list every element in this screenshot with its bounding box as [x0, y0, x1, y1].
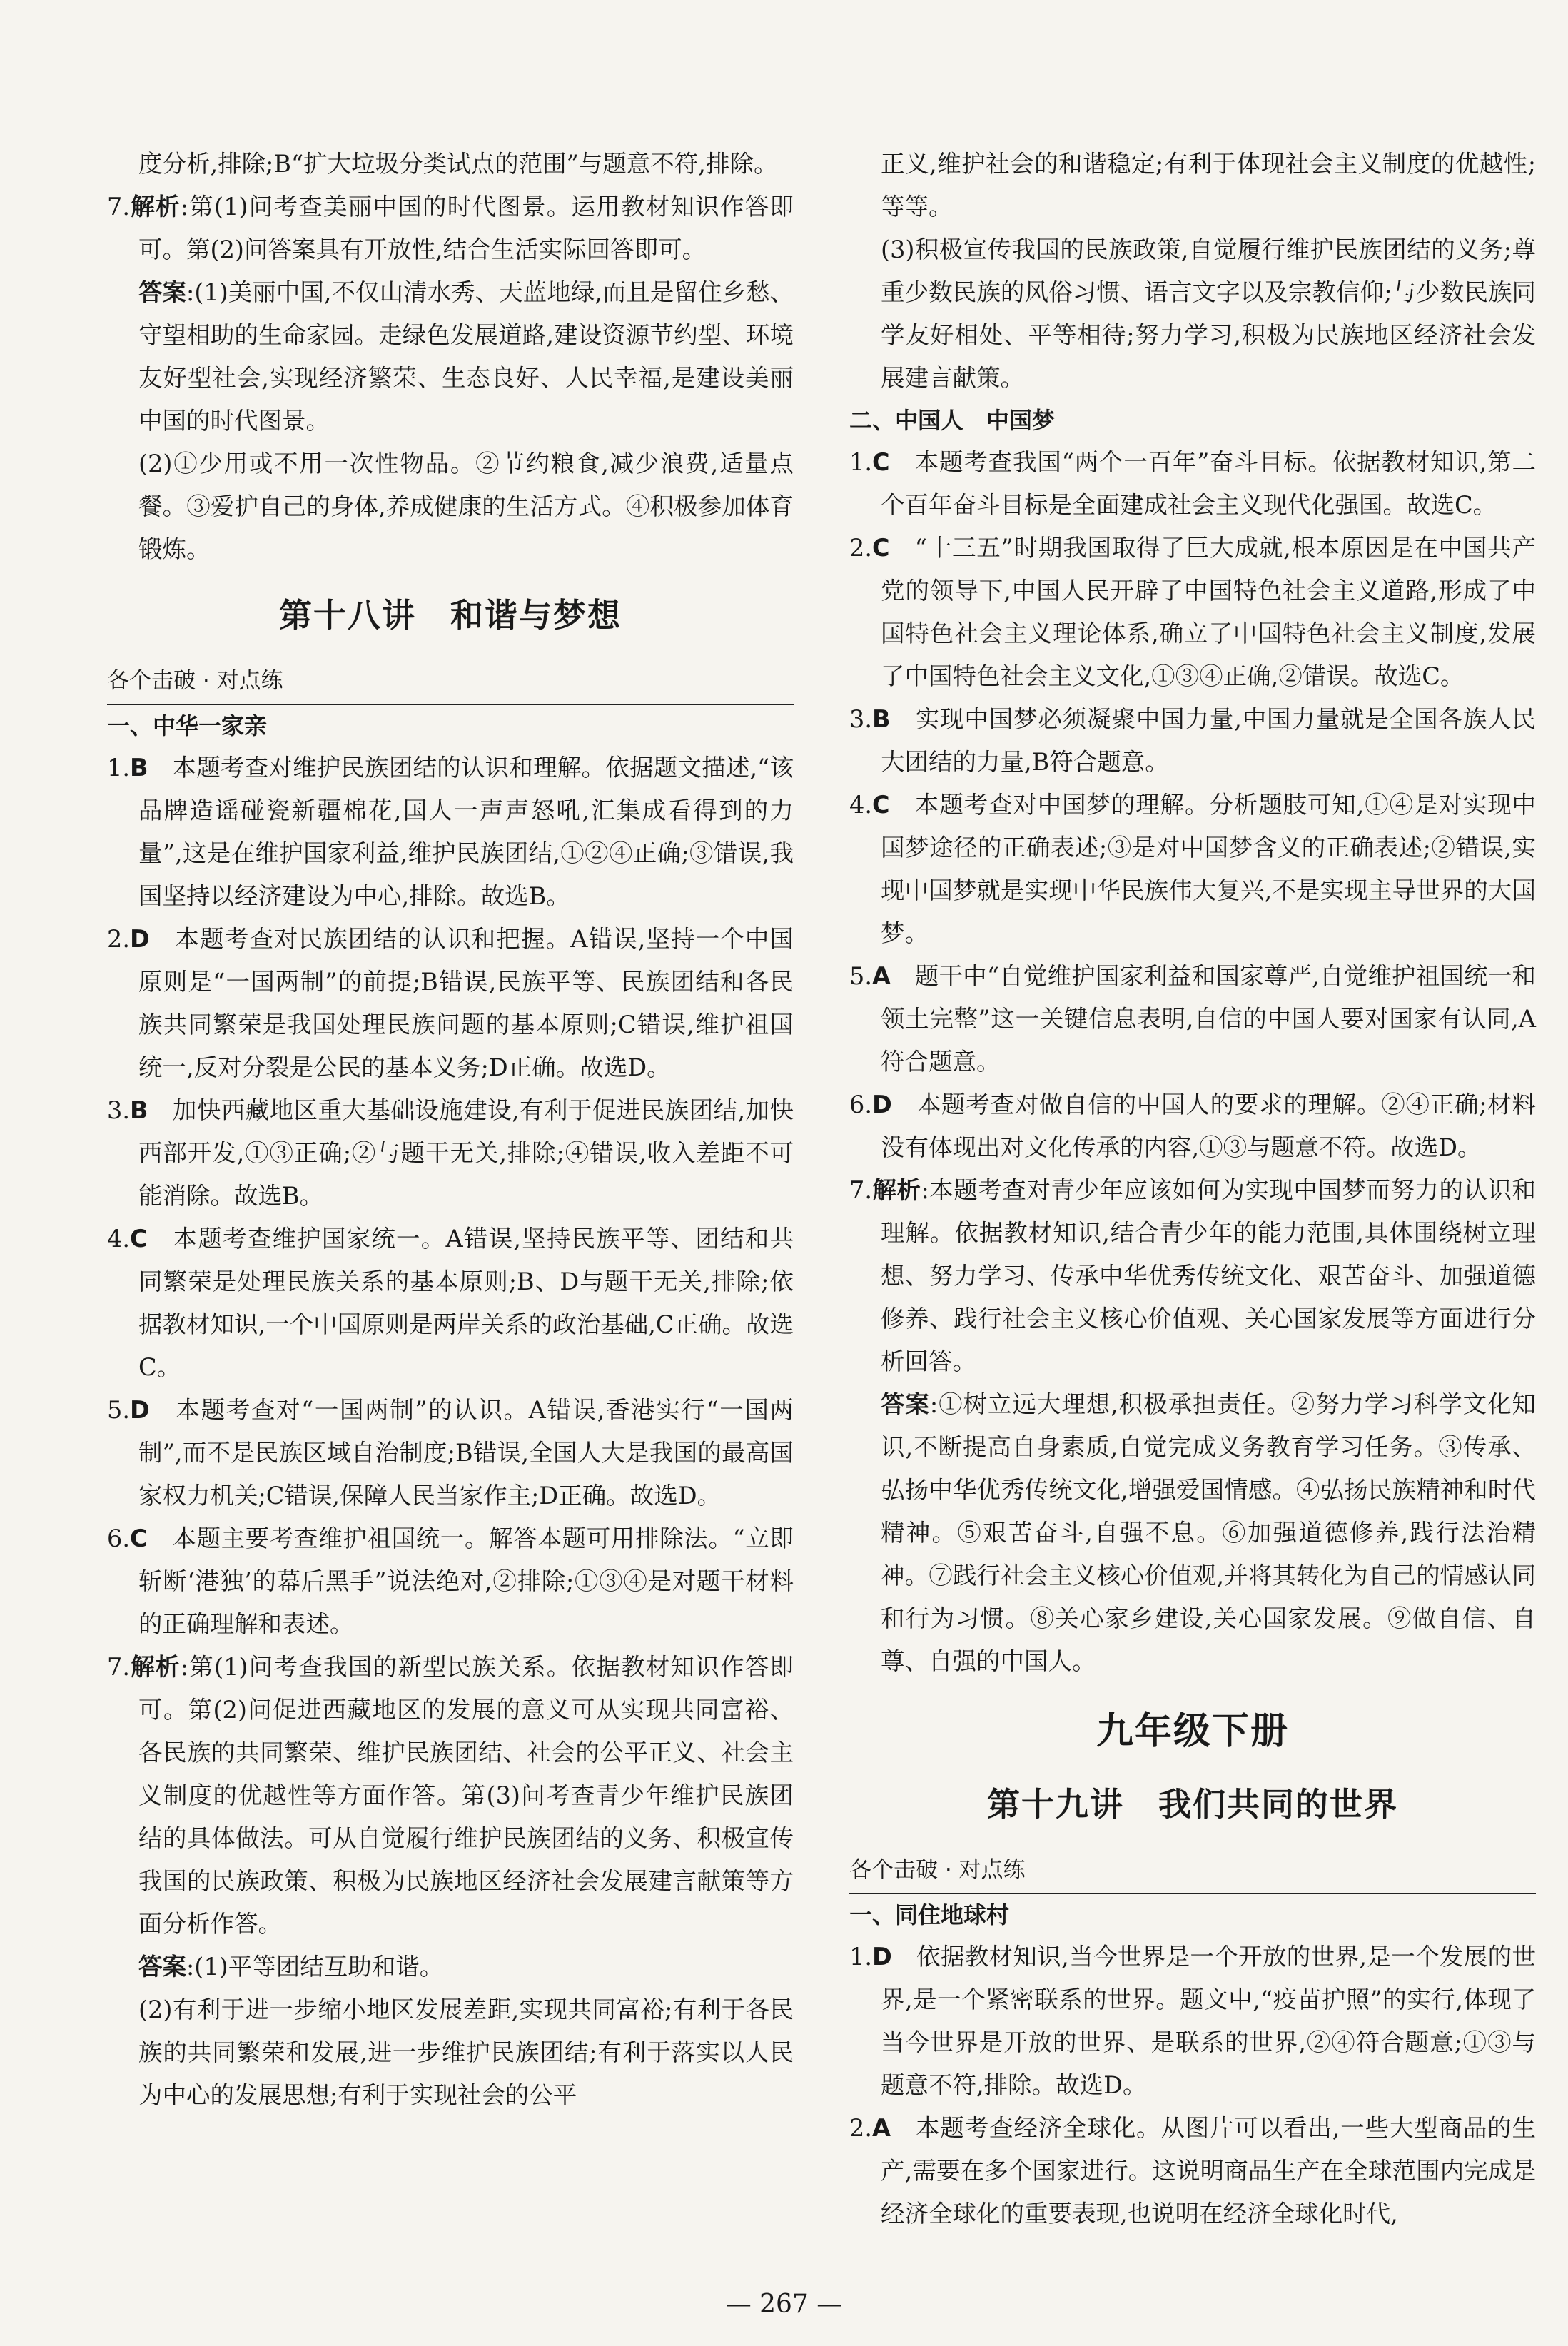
section-title: 二、中国人 中国梦: [849, 407, 1056, 434]
answer-item: 3.B 加快西藏地区重大基础设施建设,有利于促进民族团结,加快西部开发,①③正确;②与题干无关,排除;④错误,收入差距不可能消除。故选B。: [107, 1096, 794, 1210]
q7b-answer: 答案:(1)平等团结互助和谐。: [138, 1953, 444, 1981]
right-column: [849, 143, 1536, 2235]
q7b-analysis: 7.解析:第(1)问考查我国的新型民族关系。依据教材知识作答即可。第(2)问促进西藏地区的发展的意义可从实现共同富裕、各民族的共同繁荣、维护民族团结、社会的公平正义、社会主义制度的优越性等方面作答。第(3)问考查青少年维护民族团结的具体做法。可从自觉履行维护民族团结的义务、积极宣传我国的民族政策、积极为民族地区经济社会发展建言献策等方面分析作答。: [107, 1653, 794, 1938]
answer-item: 5.A 题干中“自觉维护国家利益和国家尊严,自觉维护祖国统一和领土完整”这一关键信息表明,自信的中国人要对国家有认同,A符合题意。: [849, 962, 1536, 1076]
left-column: [107, 143, 794, 2117]
section-title: 一、同住地球村: [849, 1901, 1010, 1928]
answer-item: 6.C 本题主要考查维护祖国统一。解答本题可用排除法。“立即斩断‘港独’的幕后黑手”说法绝对,②排除;①③④是对题干材料的正确理解和表述。: [107, 1525, 794, 1638]
paragraph: (3)积极宣传我国的民族政策,自觉履行维护民族团结的义务;尊重少数民族的风俗习惯、语言文字以及宗教信仰;与少数民族同学友好相处、平等相待;努力学习,积极为民族地区经济社会发展建言献策。: [881, 236, 1536, 392]
answer-item: 6.D 本题考查对做自信的中国人的要求的理解。②④正确;材料没有体现出对文化传承的内容,①③与题意不符。故选D。: [849, 1091, 1536, 1161]
answer-item: 1.B 本题考查对维护民族团结的认识和理解。依据题文描述,“该品牌造谣碰瓷新疆棉花,国人一声声怒吼,汇集成看得到的力量”,这是在维护国家利益,维护民族团结,①②④正确;③错误,我国坚持以经济建设为中心,排除。故选B。: [107, 754, 794, 910]
answer-item: 3.B 实现中国梦必须凝聚中国力量,中国力量就是全国各族人民大团结的力量,B符合题意。: [849, 705, 1536, 776]
chapter-18-title: 第十八讲 和谐与梦想: [279, 596, 622, 634]
paragraph: 度分析,排除;B“扩大垃圾分类试点的范围”与题意不符,排除。: [138, 150, 778, 178]
q7b-answer-2: (2)有利于进一步缩小地区发展差距,实现共同富裕;有利于各民族的共同繁荣和发展,进一步维护民族团结;有利于落实以人民为中心的发展思想;有利于实现社会的公平: [138, 1996, 794, 2109]
q7-answer: 答案:①树立远大理想,积极承担责任。②努力学习科学文化知识,不断提高自身素质,自觉完成义务教育学习任务。③传承、弘扬中华优秀传统文化,增强爱国情感。④弘扬民族精神和时代精神。⑤艰苦奋斗,自强不息。⑥加强道德修养,践行法治精神。⑦践行社会主义核心价值观,并将其转化为自己的情感认同和行为习惯。⑧关心家乡建设,关心国家发展。⑨做自信、自尊、自强的中国人。: [881, 1390, 1536, 1675]
answer-item: 2.C “十三五”时期我国取得了巨大成就,根本原因是在中国共产党的领导下,中国人民开辟了中国特色社会主义道路,形成了中国特色社会主义理论体系,确立了中国特色社会主义制度,发展了中国特色社会主义文化,①③④正确,②错误。故选C。: [849, 534, 1536, 690]
grade-title: 九年级下册: [1096, 1710, 1289, 1753]
paragraph: 正义,维护社会的和谐稳定;有利于体现社会主义制度的优越性;等等。: [881, 150, 1536, 221]
q7-analysis: 7.解析:本题考查对青少年应该如何为实现中国梦而努力的认识和理解。依据教材知识,结合青少年的能力范围,具体围绕树立理想、努力学习、传承中华优秀传统文化、艰苦奋斗、加强道德修养、践行社会主义核心价值观、关心国家发展等方面进行分析回答。: [849, 1176, 1536, 1375]
q7-answer-2: (2)①少用或不用一次性物品。②节约粮食,减少浪费,适量点餐。③爱护自己的身体,养成健康的生活方式。④积极参加体育锻炼。: [138, 450, 794, 563]
q7-answer: 答案:(1)美丽中国,不仅山清水秀、天蓝地绿,而且是留住乡愁、守望相助的生命家园。走绿色发展道路,建设资源节约型、环境友好型社会,实现经济繁荣、生态良好、人民幸福,是建设美丽中国的时代图景。: [138, 278, 794, 435]
answer-item: 1.C 本题考查我国“两个一百年”奋斗目标。依据教材知识,第二个百年奋斗目标是全面建成社会主义现代化强国。故选C。: [849, 448, 1536, 519]
page-number: — 267 —: [725, 2290, 843, 2319]
section-title: 一、中华一家亲: [107, 712, 268, 739]
answer-item: 2.D 本题考查对民族团结的认识和把握。A错误,坚持一个中国原则是“一国两制”的前提;B错误,民族平等、民族团结和各民族共同繁荣是我国处理民族问题的基本原则;C错误,维护祖国统一,反对分裂是公民的基本义务;D正确。故选D。: [107, 925, 794, 1081]
practice-tag: 各个击破 · 对点练: [849, 1849, 1536, 1894]
practice-tag: 各个击破 · 对点练: [107, 659, 794, 705]
chapter-19-title: 第十九讲 我们共同的世界: [987, 1785, 1398, 1824]
answer-item: 2.A 本题考查经济全球化。从图片可以看出,一些大型商品的生产,需要在多个国家进行。这说明商品生产在全球范围内完成是经济全球化的重要表现,也说明在经济全球化时代,: [849, 2114, 1536, 2228]
q7-analysis: 7.解析:第(1)问考查美丽中国的时代图景。运用教材知识作答即可。第(2)问答案具有开放性,结合生活实际回答即可。: [107, 193, 794, 263]
answer-item: 4.C 本题考查维护国家统一。A错误,坚持民族平等、团结和共同繁荣是处理民族关系的基本原则;B、D与题干无关,排除;依据教材知识,一个中国原则是两岸关系的政治基础,C正确。故选C。: [107, 1225, 794, 1381]
answer-item: 5.D 本题考查对“一国两制”的认识。A错误,香港实行“一国两制”,而不是民族区域自治制度;B错误,全国人大是我国的最高国家权力机关;C错误,保障人民当家作主;D正确。故选D。: [107, 1396, 794, 1510]
answer-item: 4.C 本题考查对中国梦的理解。分析题肢可知,①④是对实现中国梦途径的正确表述;③是对中国梦含义的正确表述;②错误,实现中国梦就是实现中华民族伟大复兴,不是实现主导世界的大国梦。: [849, 791, 1536, 947]
answer-item: 1.D 依据教材知识,当今世界是一个开放的世界,是一个发展的世界,是一个紧密联系的世界。题文中,“疫苗护照”的实行,体现了当今世界是开放的世界、是联系的世界,②④符合题意;①③与题意不符,排除。故选D。: [849, 1943, 1536, 2099]
